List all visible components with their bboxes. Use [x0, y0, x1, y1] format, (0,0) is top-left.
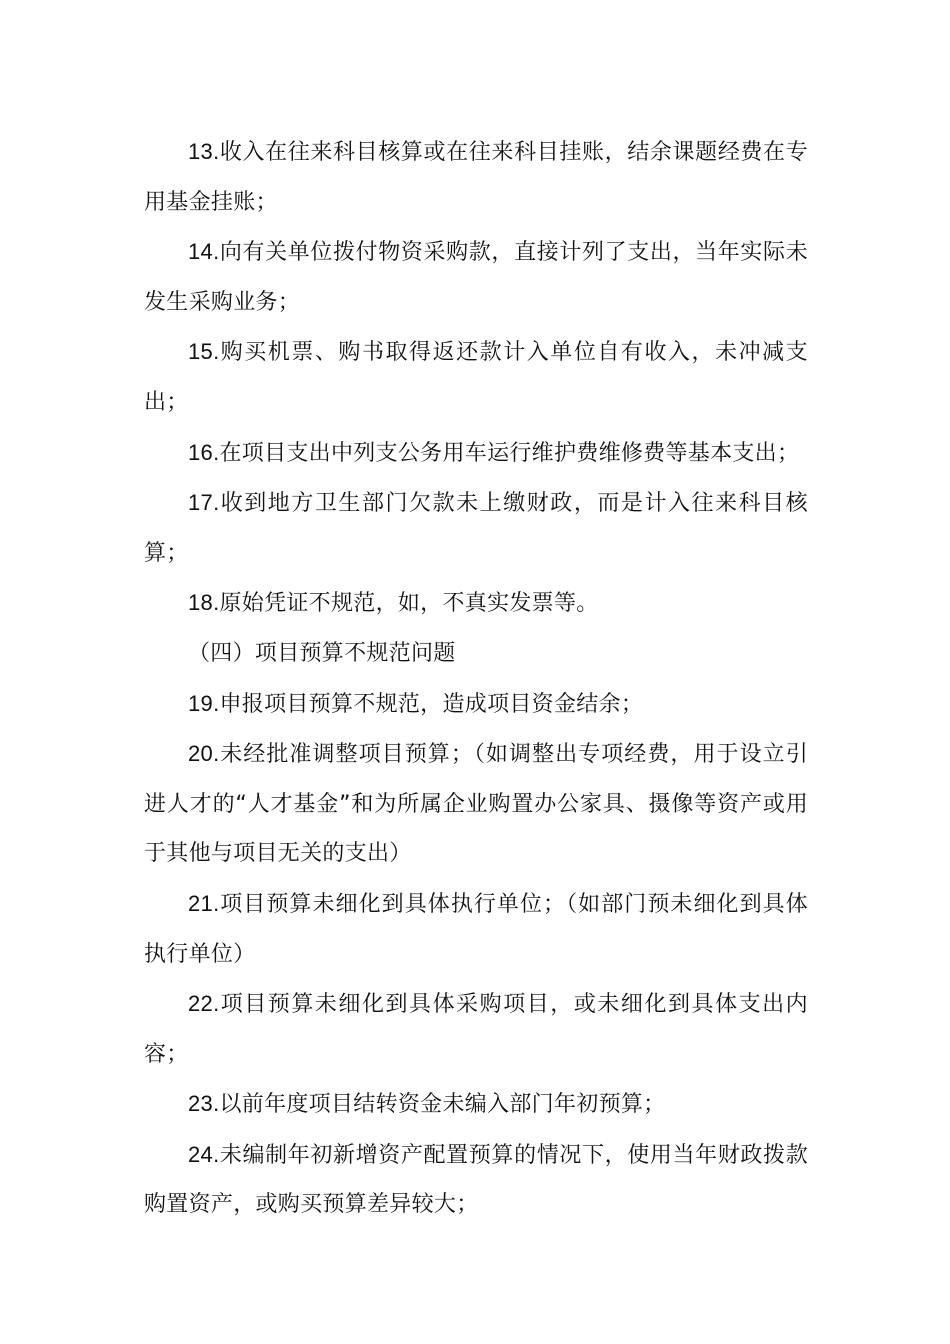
item-text: 项目预算未细化到具体执行单位；（如部门预未细化到具体执行单位）	[144, 891, 808, 967]
paragraph-item-14	[144, 227, 808, 327]
paragraph-item-24	[144, 1130, 808, 1230]
item-text: 在项目支出中列支公务用车运行维护费维修费等基本支出；	[219, 440, 800, 466]
item-text: 未编制年初新增资产配置预算的情况下，使用当年财政拨款购置资产，或购买预算差异较大；	[144, 1142, 808, 1218]
item-text: 收到地方卫生部门欠款未上缴财政，而是计入往来科目核算；	[144, 491, 808, 566]
item-number: 20.	[188, 741, 220, 767]
paragraph-item-13	[144, 127, 808, 227]
item-number: 14.	[188, 239, 220, 265]
item-text: 以前年度项目结转资金未编入部门年初预算；	[219, 1092, 666, 1118]
item-number: 21.	[188, 890, 220, 916]
item-number: 18.	[188, 590, 220, 616]
item-text: 项目预算未细化到具体采购项目，或未细化到具体支出内容；	[144, 992, 808, 1067]
item-text: 未经批准调整项目预算；（如调整出专项经费，用于设立引进人才的“人才基金”和为所属企业购置办公家具、摄像等资产或用于其他与项目无关的支出）	[144, 742, 808, 867]
item-number: 15.	[188, 339, 220, 365]
item-number: 16.	[188, 439, 220, 465]
item-text: 收入在往来科目核算或在往来科目挂账，结余课题经费在专用基金挂账；	[144, 140, 808, 215]
item-number: 13.	[188, 139, 220, 164]
document-body	[144, 127, 808, 1230]
item-text: 原始凭证不规范，如，不真实发票等。	[219, 591, 599, 617]
item-text: 购买机票、购书取得返还款计入单位自有收入，未冲减支出；	[144, 340, 808, 415]
section-heading-text: （四）项目预算不规范问题	[188, 640, 456, 666]
paragraph-item-18	[144, 578, 808, 629]
paragraph-item-16	[144, 428, 808, 479]
paragraph-item-19	[144, 679, 808, 730]
paragraph-item-21	[144, 879, 808, 979]
item-text: 申报项目预算不规范，造成项目资金结余；	[219, 691, 644, 717]
item-number: 23.	[188, 1091, 220, 1117]
paragraph-item-15	[144, 327, 808, 427]
item-text: 向有关单位拨付物资采购款，直接计列了支出，当年实际未发生采购业务；	[144, 240, 808, 315]
paragraph-item-20	[144, 729, 808, 879]
item-number: 17.	[188, 490, 220, 516]
paragraph-item-22	[144, 979, 808, 1079]
item-number: 22.	[188, 991, 220, 1017]
item-number: 19.	[188, 690, 220, 716]
item-number: 24.	[188, 1141, 220, 1167]
paragraph-item-17	[144, 478, 808, 578]
paragraph-item-23	[144, 1079, 808, 1130]
section-heading	[144, 629, 808, 679]
